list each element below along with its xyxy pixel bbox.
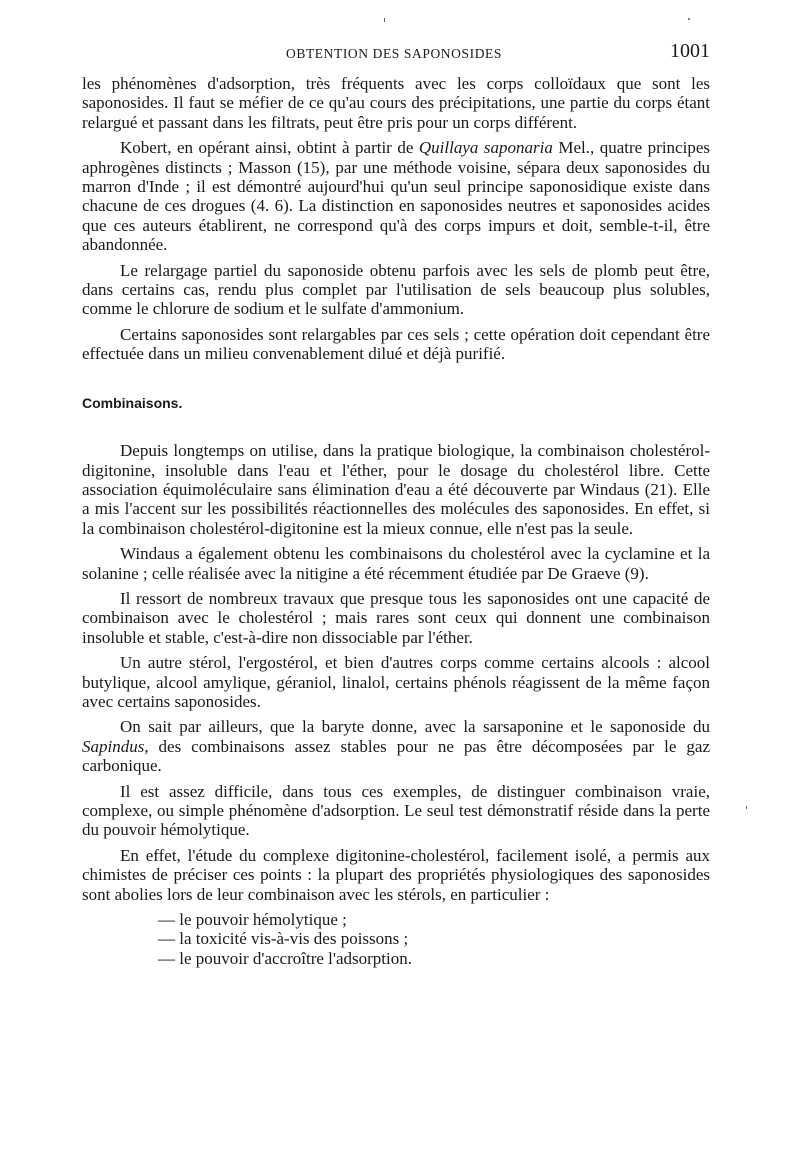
scan-speck: [688, 18, 690, 20]
paragraph-complexe: En effet, l'étude du complexe digitonine-cholestérol, facilement isolé, a permis aux chimistes de préciser ces points : la plupart des propriétés physiologiques des saponosides sont abolies lors de leur combinaison avec les stérols, en particulier :: [82, 845, 710, 904]
paragraph-baryte: On sait par ailleurs, que la baryte donne, avec la sarsaponine et le saponoside du Sapindus, des combinaisons assez stables pour ne pas être décomposées par le gaz carbonique.: [82, 717, 710, 776]
paragraph-sterol: Un autre stérol, l'ergostérol, et bien d'autres corps comme certains alcools : alcool butylique, alcool amylique, géraniol, linalol, certains phénols réagissent de la même façon avec certains saponosides.: [82, 653, 710, 711]
list-item: — le pouvoir d'accroître l'adsorption.: [158, 948, 412, 968]
paragraph-capacite: Il ressort de nombreux travaux que presque tous les saponosides ont une capacité de combinaison avec le cholestérol ; mais rares sont ceux qui donnent une combinaison insoluble et stable, c'est-à-dire non dissociable par l'éther.: [82, 588, 710, 647]
body-text: [82, 74, 710, 968]
paragraph-relargage: Le relargage partiel du saponoside obtenu parfois avec les sels de plomb peut être, dans certains cas, rendu plus complet par l'utilisation de sels beaucoup plus solubles, comme le chlorure de sodium et le sulfate d'ammonium.: [82, 260, 710, 319]
paragraph-windaus: Windaus a également obtenu les combinaisons du cholestérol avec la cyclamine et la solanine ; celle réalisée avec la nitigine a été récemment étudiée par De Graeve (9).: [82, 544, 710, 583]
page-number: 1001: [670, 40, 710, 62]
page-header: [82, 40, 710, 68]
list-item: — le pouvoir hémolytique ;: [158, 910, 347, 930]
paragraph-kobert: Kobert, en opérant ainsi, obtint à partir de Quillaya saponaria Mel., quatre principes aphrogènes distincts ; Masson (15), par une méthode voisine, sépara deux saponosides du marron d'Inde ; il est démontré aujourd'hui qu'un seul principe saponosidique existe dans chacune de ces drogues (4. 6). La distinction en saponosides neutres et saponosides acides que ces auteurs établirent, ne correspond qu'à des corps impurs et doit, semble-t-il, être abandonnée.: [82, 138, 710, 255]
document-page: [82, 40, 710, 968]
genus-name: Sapindus: [82, 736, 145, 756]
paragraph-test: Il est assez difficile, dans tous ces exemples, de distinguer combinaison vraie, complexe, ou simple phénomène d'adsorption. Le seul test démonstratif réside dans la perte du pouvoir hémolytique.: [82, 781, 710, 840]
species-name: Quillaya saponaria: [418, 138, 553, 158]
paragraph-continued: les phénomènes d'adsorption, très fréquents avec les corps colloïdaux que sont les saponosides. Il faut se méfier de ce qu'au cours des précipitations, une partie du corps étant relargué et passant dans les filtrats, peut être pris pour un corps différent.: [82, 74, 710, 132]
paragraph-relargables: Certains saponosides sont relargables par ces sels ; cette opération doit cependant être effectuée dans un milieu convenablement dilué et déjà purifié.: [82, 324, 710, 364]
list-item: — la toxicité vis-à-vis des poissons ;: [158, 929, 409, 949]
property-list: [82, 910, 710, 968]
section-title: Combinaisons.: [82, 394, 183, 411]
running-title: OBTENTION DES SAPONOSIDES: [286, 46, 503, 61]
paragraph-digitonine: Depuis longtemps on utilise, dans la pratique biologique, la combinaison cholestérol-digitonine, insoluble dans l'eau et l'éther, pour le dosage du cholestérol libre. Cette association équimoléculaire sans élimination d'eau a été découverte par Windaus (21). Elle a mis l'accent sur les possibilités réactionnelles des molécules des saponosides. En effet, si la combinaison cholestérol-digitonine est la mieux connue, elle n'est pas la seule.: [82, 441, 710, 538]
scan-speck: [384, 18, 385, 22]
scan-speck: [746, 806, 747, 809]
